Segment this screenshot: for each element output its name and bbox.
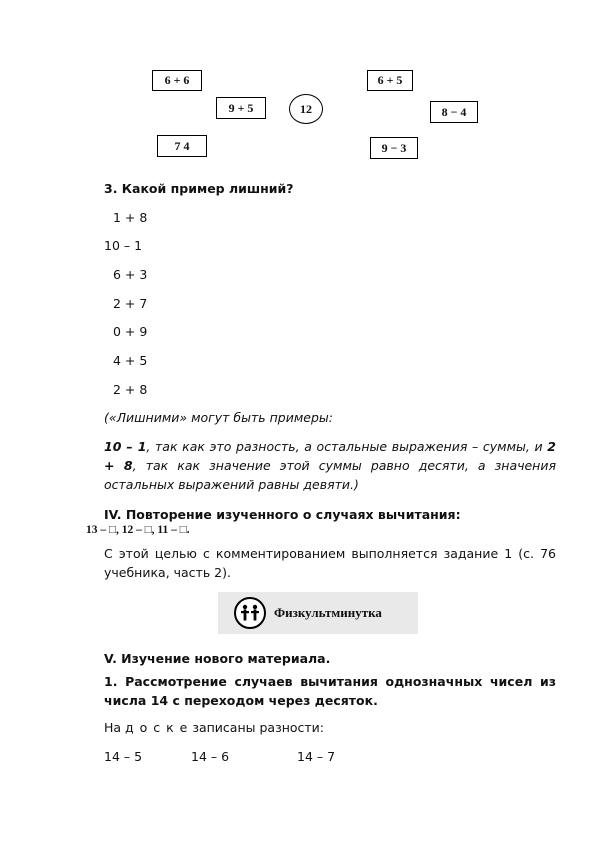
physical-break-banner [218,592,418,634]
center-number-circle: 12 [289,94,323,124]
difference-item: 14 – 6 [191,749,230,764]
list-item: 0 + 9 [113,324,148,339]
list-item: 2 + 8 [113,382,148,397]
expression-box: 8 − 4 [430,101,478,123]
expression-box: 9 + 5 [216,97,266,119]
section-3-title: 3. Какой пример лишний? [104,181,294,196]
subtraction-cases: 13 – □, 12 – □, 11 – □. [86,524,190,536]
section-4-text: С этой целью с комментированием выполняется задание 1 (с. 76 учебника, часть 2). [104,546,556,580]
board-suffix: записаны разности: [188,720,325,735]
note-intro: («Лишними» могут быть примеры: [104,410,333,425]
section-5-subtitle: 1. Рассмотрение случаев вычитания однозначных чисел из числа 14 с переходом через десяток. [104,674,556,708]
board-prefix: На [104,720,126,735]
expression-box: 7 4 [157,135,207,157]
difference-item: 14 – 5 [104,749,143,764]
banner-label: Физкультминутка [274,605,382,620]
expression-box: 6 + 5 [367,70,413,91]
board-spaced-word: д о с к е [125,720,189,735]
section-5-title: V. Изучение нового материала. [104,651,331,666]
note-text: , так как это разность, а остальные выражения – суммы, и [146,439,548,454]
board-intro [104,720,324,735]
list-item: 10 – 1 [104,238,143,253]
difference-item: 14 – 7 [297,749,336,764]
expression-box: 6 + 6 [152,70,202,91]
expression-box: 9 − 3 [370,137,418,159]
note-text: , так как значение этой суммы равно десяти, а значения остальных выражений равны девяти.) [104,458,556,492]
note-expression: 10 – 1 [104,439,147,454]
two-people-icon [234,597,266,629]
note-explanation [104,437,556,494]
list-item: 6 + 3 [113,267,148,282]
list-item: 1 + 8 [113,210,148,225]
note-expression: 2 + 8 [104,439,556,473]
list-item: 2 + 7 [113,296,148,311]
section-4-title: IV. Повторение изученного о случаях вычитания: [104,507,461,522]
list-item: 4 + 5 [113,353,148,368]
